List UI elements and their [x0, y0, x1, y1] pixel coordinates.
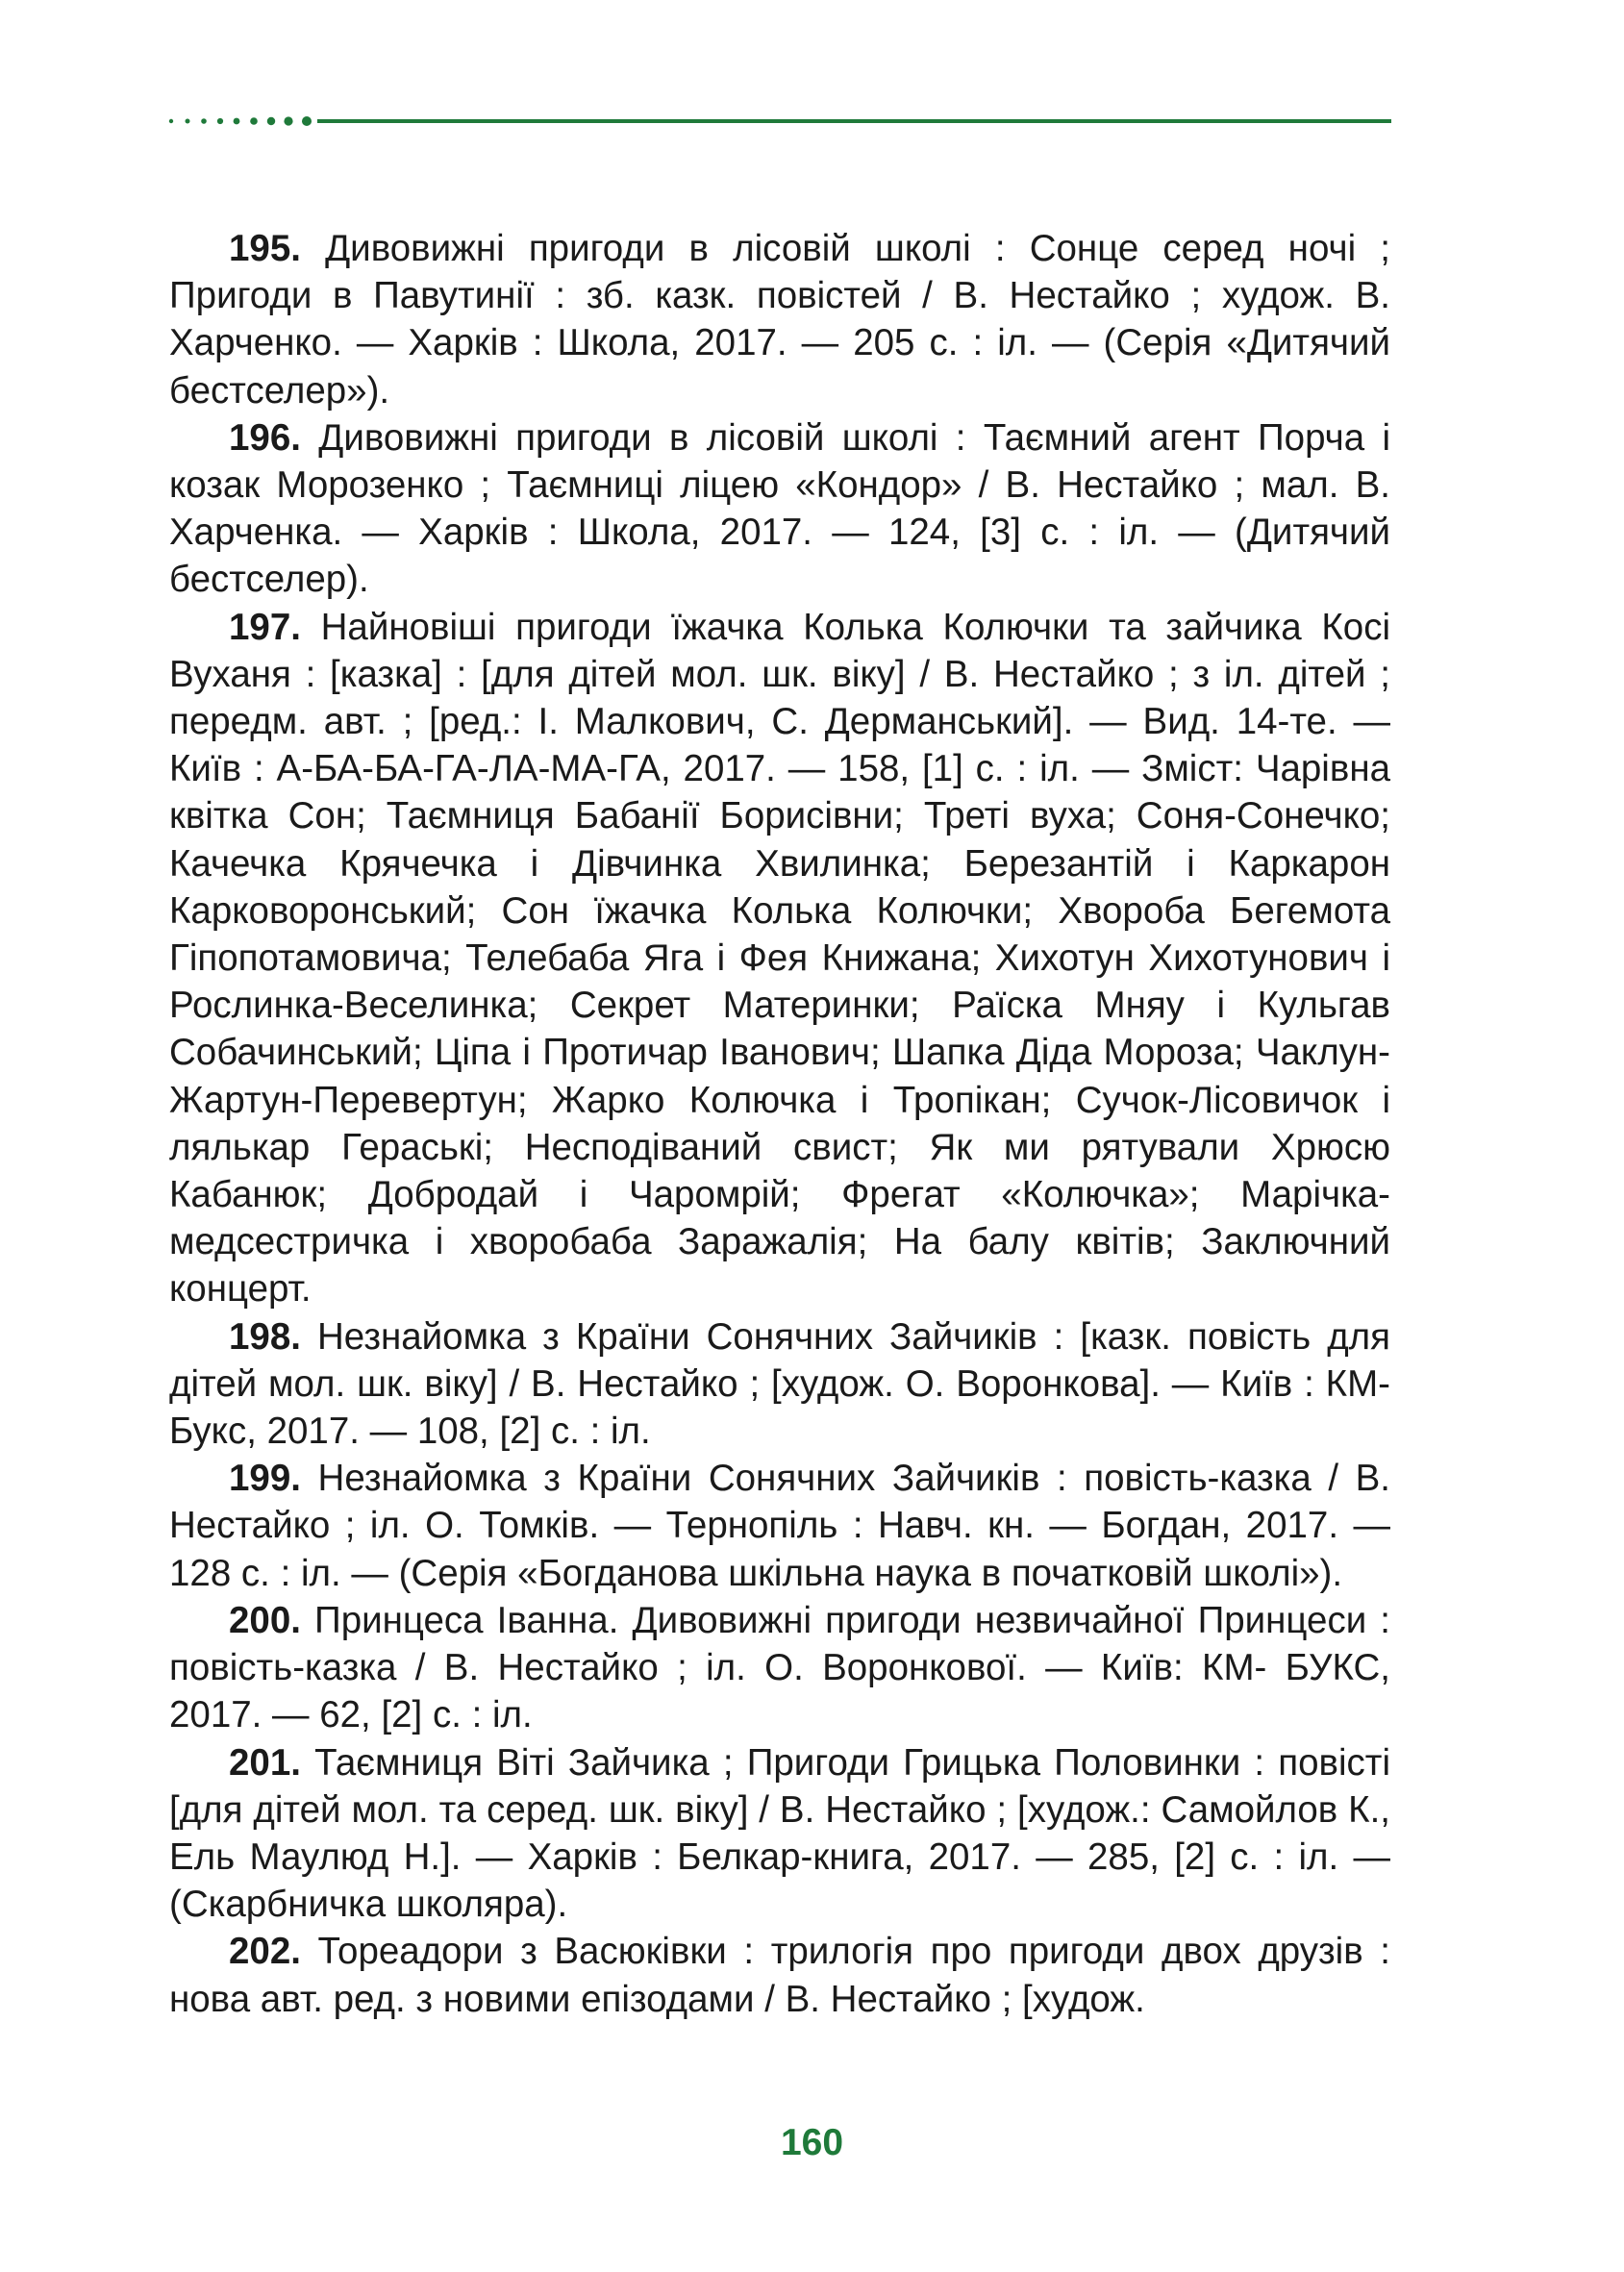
entry-number: 200.: [229, 1599, 301, 1641]
entry-number: 202.: [229, 1931, 301, 1973]
entry-text: Незнайомка з Країни Сонячних Зайчиків : [казк. повість для дітей мол. шк. віку] / В. Нестайко ; [худож. О. Воронкова]. — Київ : КМ-Букс, 2017. — 108, [2] с. : іл.: [169, 1315, 1390, 1453]
bibliography-list: [169, 225, 1390, 2023]
bibliography-entry: [169, 414, 1390, 604]
entry-number: 199.: [229, 1458, 301, 1500]
entry-text: Таємниця Віті Зайчика ; Пригоди Грицька Половинки : повісті [для дітей мол. та серед. шк. віку] / В. Нестайко ; [худож.: Самойлов К., Ель Маулюд Н.]. — Харків : Белкар-книга, 2017. — 285, [2] с. : іл. — (Скарбничка школяра).: [169, 1741, 1390, 1926]
entry-number: 201.: [229, 1741, 301, 1784]
bibliography-entry: [169, 604, 1390, 1313]
entry-number: 197.: [229, 606, 301, 648]
entry-text: Дивовижні пригоди в лісовій школі : Таємний агент Порча і козак Морозенко ; Таємниці ліцею «Кондор» / В. Нестайко ; мал. В. Харченка. — Харків : Школа, 2017. — 124, [3] с. : іл. — (Дитячий бестселер).: [169, 416, 1390, 601]
entry-text: Принцеса Іванна. Дивовижні пригоди незвичайної Принцеси : повість-казка / В. Нестайко ; іл. О. Воронкової. — Київ: КМ- БУКС, 2017. — 62, [2] с. : іл.: [169, 1599, 1390, 1736]
entry-number: 198.: [229, 1315, 301, 1358]
bibliography-entry: [169, 225, 1390, 414]
header-dotted-rule: [168, 113, 1391, 129]
dotted-rule-icon: [168, 113, 1391, 129]
bibliography-entry: [169, 1313, 1390, 1456]
bibliography-entry: [169, 1739, 1390, 1929]
entry-number: 196.: [229, 416, 301, 459]
entry-text: Незнайомка з Країни Сонячних Зайчиків : повість-казка / В. Нестайко ; іл. О. Томків. — Тернопіль : Навч. кн. — Богдан, 2017. — 128 с. : іл. — (Серія «Богданова шкільна наука в початковій школі»).: [169, 1458, 1390, 1594]
bibliography-entry: [169, 1597, 1390, 1739]
bibliography-entry: [169, 1928, 1390, 2022]
entry-number: 195.: [229, 228, 301, 269]
bibliography-entry: [169, 1455, 1390, 1597]
entry-text: Тореадори з Васюківки : трилогія про пригоди двох друзів : нова авт. ред. з новими епізодами / В. Нестайко ; [худож.: [169, 1931, 1390, 2020]
entry-text: Дивовижні пригоди в лісовій школі : Сонце серед ночі ; Пригоди в Павутинії : зб. казк. повістей / В. Нестайко ; худож. В. Харченко. — Харків : Школа, 2017. — 205 с. : іл. — (Серія «Дитячий бестселер»).: [169, 228, 1390, 412]
page-number: 160: [780, 2122, 844, 2163]
entry-text: Найновіші пригоди їжачка Колька Колючки та зайчика Косі Вуханя : [казка] : [для дітей мол. шк. віку] / В. Нестайко ; з іл. дітей ; передм. авт. ; [ред.: І. Малкович, С. Дерманський]. — Вид. 14-те. — Київ : А-БА-БА-ГА-ЛА-МА-ГА, 2017. — 158, [1] с. : іл. — Зміст: Чарівна квітка Сон; Таємниця Бабанії Борисівни; Треті вуха; Соня-Сонечко; Качечка Крячечка і Дівчинка Хвилинка; Березантій і Каркарон Карковоронський; Сон їжачка Колька Колючки; Хвороба Бегемота Гіпопотамовича; Телебаба Яга і Фея Книжана; Хихотун Хихотунович і Рослинка-Веселинка; Секрет Материнки; Раїска Мняу і Кульгав Собачинський; Ціпа і Протичар Іванович; Шапка Діда Мороза; Чаклун-Жартун-Перевертун; Жарко Колючка і Тропікан; Сучок-Лісовичок і лялькар Гераські; Несподіваний свист; Як ми рятували Хрюсю Кабанюк; Добродай і Чаромрій; Фрегат «Колючка»; Марічка-медсестричка і хворобаба Заражалія; На балу квітів; Заключний концерт.: [169, 606, 1390, 1311]
